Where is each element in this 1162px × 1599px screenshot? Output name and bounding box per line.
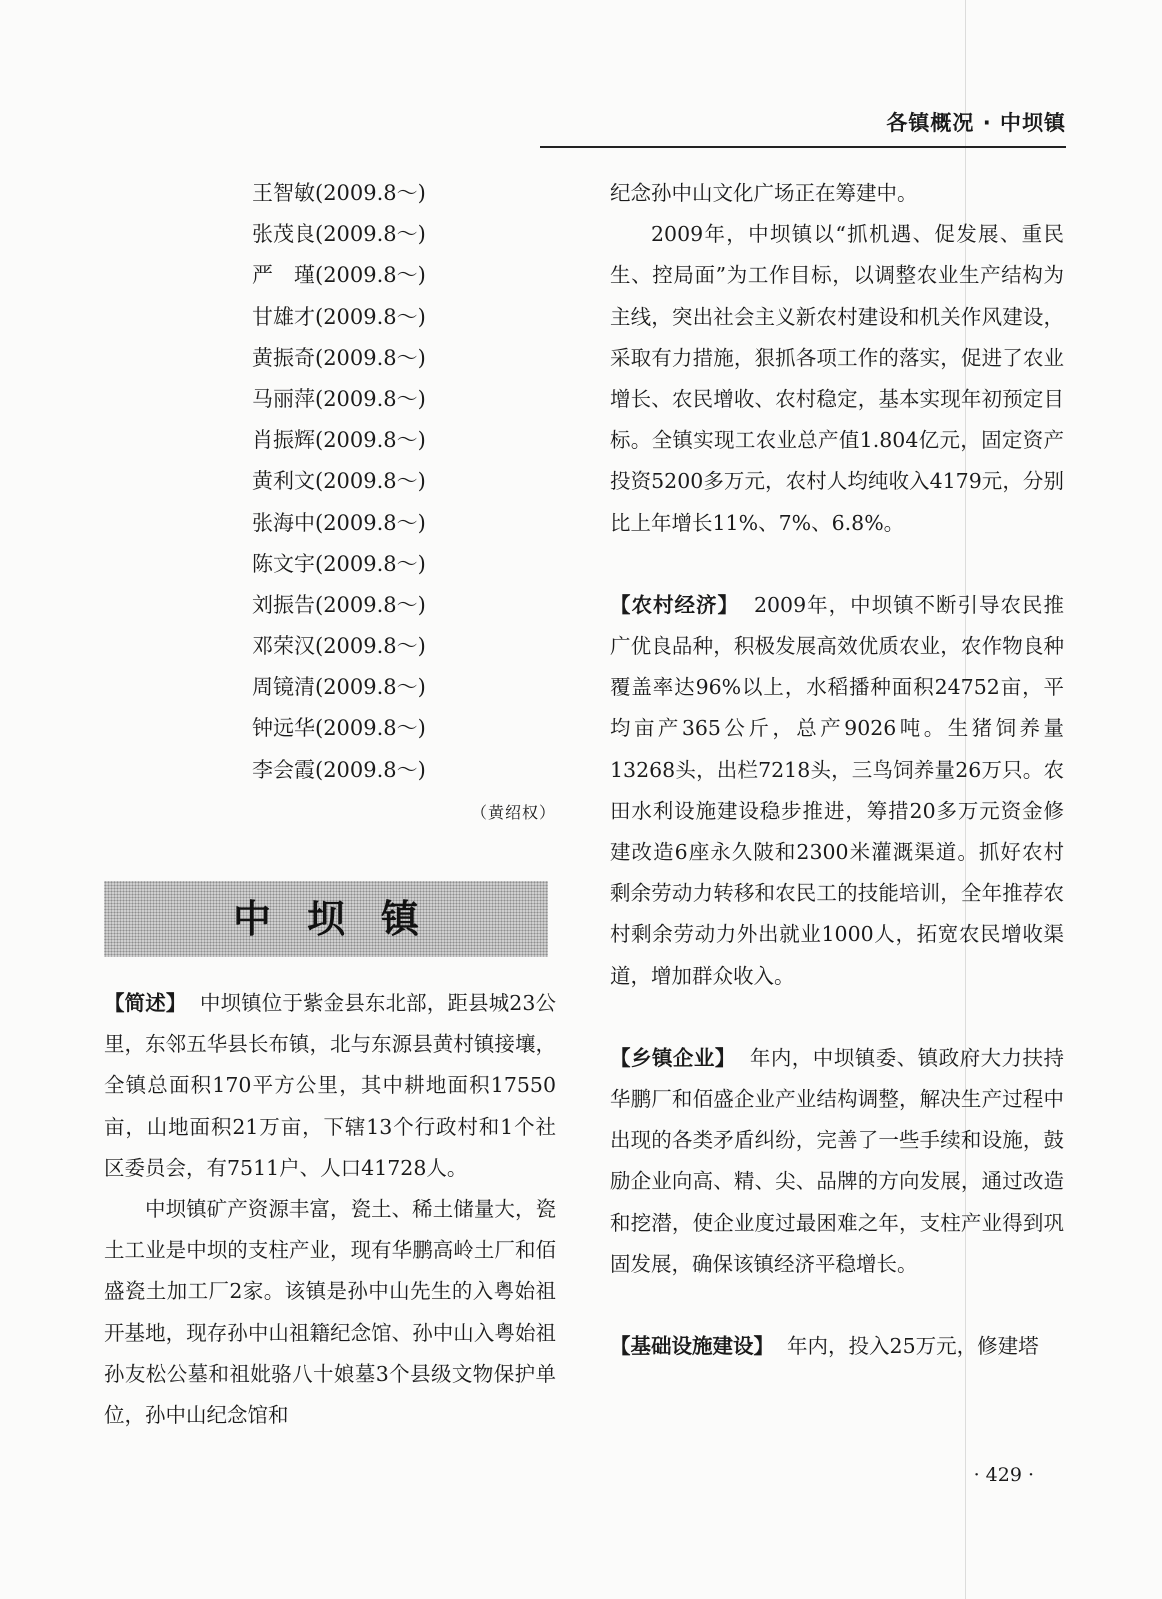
staff-entry: 邓荣汉(2009.8～) [252, 634, 426, 659]
staff-entry: 黄振奇(2009.8～) [252, 345, 426, 370]
enterprise-text: 年内，中坝镇委、镇政府大力扶持华鹏厂和佰盛企业产业结构调整，解决生产过程中出现的各类矛盾纠纷，完善了一些手续和设施，鼓励企业向高、精、尖、品牌的方向发展，通过改造和挖潜，使企业度过最困难之年，支柱产业得到巩固发展，确保该镇经济平稳增长。 [610, 1045, 1064, 1276]
staff-entry: 肖振辉(2009.8～) [252, 428, 426, 453]
page-number: · 429 · [973, 1464, 1034, 1486]
rural-economy-label: 【农村经济】 [610, 592, 739, 617]
goals-paragraph: 2009年，中坝镇以“抓机遇、促发展、重民生、控局面”为工作目标，以调整农业生产结构为主线，突出社会主义新农村建设和机关作风建设，采取有力措施，狠抓各项工作的落实，促进了农业增长、农民增收、农村稳定，基本实现年初预定目标。全镇实现工农业总产值1.804亿元，固定资产投资5200多万元，农村人均纯收入4179元，分别比上年增长11%、7%、6.8%。 [610, 222, 1064, 535]
infrastructure-label: 【基础设施建设】 [610, 1334, 774, 1359]
rural-economy-paragraph [610, 585, 1064, 997]
staff-entry: 陈文宇(2009.8～) [252, 551, 426, 576]
staff-entry: 马丽萍(2009.8～) [252, 386, 426, 411]
staff-entry: 周镜清(2009.8～) [252, 675, 426, 700]
author-credit: （黄绍权） [470, 803, 556, 822]
overview-text: 中坝镇位于紫金县东北部，距县城23公里，东邻五华县长布镇，北与东源县黄村镇接壤，全镇总面积170平方公里，其中耕地面积17550亩，山地面积21万亩，下辖13个行政村和1个社区委员会，有7511户、人口41728人。 [104, 991, 556, 1180]
staff-entry: 严 瑾(2009.8～) [252, 263, 426, 288]
resources-paragraph: 中坝镇矿产资源丰富，瓷土、稀土储量大，瓷土工业是中坝的支柱产业，现有华鹏高岭土厂和佰盛瓷土加工厂2家。该镇是孙中山先生的入粤始祖开基地，现存孙中山祖籍纪念馆、孙中山入粤始祖孙友松公墓和祖妣骆八十娘墓3个县级文物保护单位，孙中山纪念馆和 [104, 1197, 556, 1428]
rural-economy-text: 2009年，中坝镇不断引导农民推广优良品种，积极发展高效优质农业，农作物良种覆盖率达96%以上，水稻播种面积24752亩，平均亩产365公斤，总产9026吨。生猪饲养量13268头，出栏7218头，三鸟饲养量26万只。农田水利设施建设稳步推进，筹措20多万元资金修建改造6座永久陂和2300米灌溉渠道。抓好农村剩余劳动力转移和农民工的技能培训，全年推荐农村剩余劳动力外出就业1000人，拓宽农民增收渠道，增加群众收入。 [610, 592, 1064, 988]
infrastructure-paragraph [610, 1326, 1064, 1367]
staff-entry: 张茂良(2009.8～) [252, 222, 426, 247]
left-column [104, 983, 556, 1436]
overview-paragraph [104, 983, 556, 1189]
staff-entry: 李会霞(2009.8～) [252, 757, 426, 782]
staff-entry: 刘振告(2009.8～) [252, 592, 426, 617]
staff-entry: 张海中(2009.8～) [252, 510, 426, 535]
running-header: 各镇概况 · 中坝镇 [886, 111, 1066, 135]
staff-list [252, 173, 426, 791]
infrastructure-text: 年内，投入25万元，修建塔 [787, 1334, 1039, 1359]
continuation-paragraph: 纪念孙中山文化广场正在筹建中。 [610, 181, 918, 205]
enterprise-paragraph [610, 1038, 1064, 1285]
enterprise-label: 【乡镇企业】 [610, 1045, 736, 1070]
staff-entry: 钟远华(2009.8～) [252, 716, 426, 741]
overview-label: 【简述】 [104, 991, 187, 1015]
staff-entry: 王智敏(2009.8～) [252, 181, 426, 205]
staff-entry: 黄利文(2009.8～) [252, 469, 426, 494]
staff-entry: 甘雄才(2009.8～) [252, 304, 426, 329]
section-banner [104, 881, 548, 957]
section-title: 中坝镇 [232, 897, 455, 941]
right-column [610, 173, 1064, 1367]
header-rule [540, 146, 1066, 148]
